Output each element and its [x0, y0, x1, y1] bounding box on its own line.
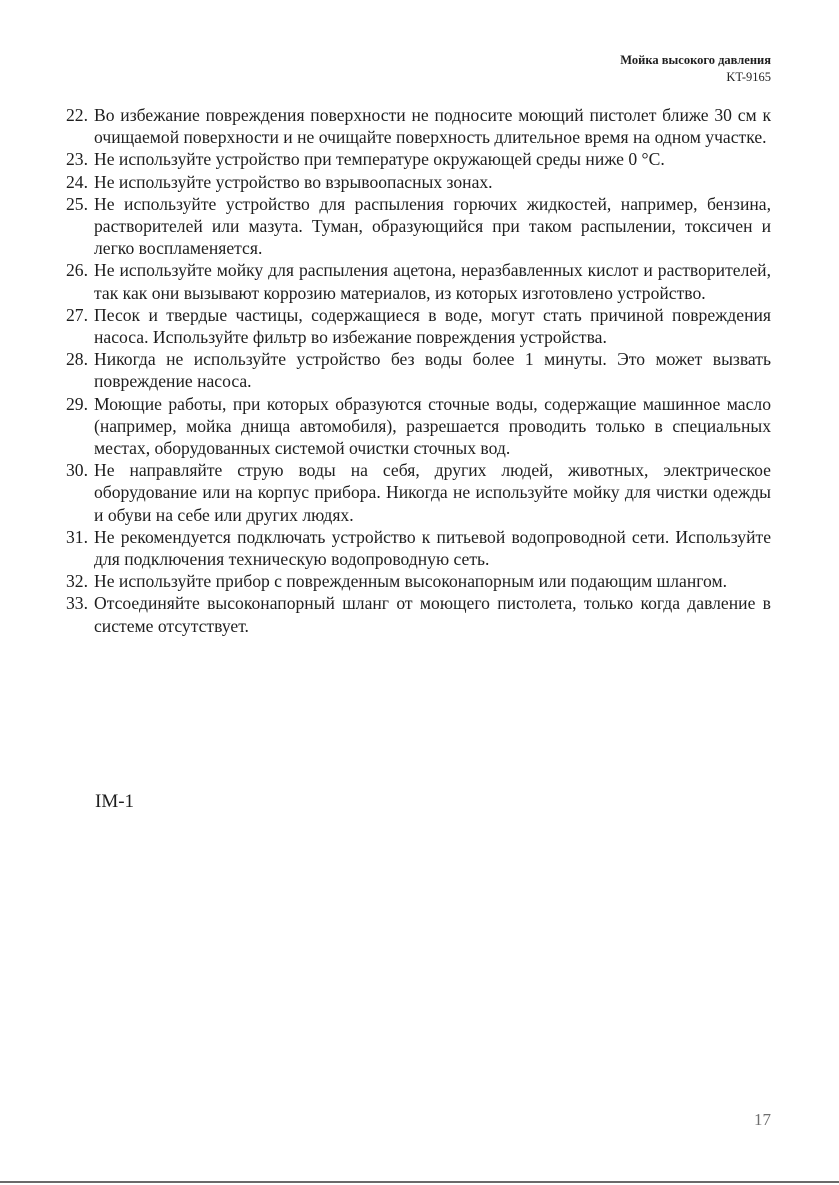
item-text: Песок и твердые частицы, содержащиеся в воде, могут стать причиной повреждения насоса. Используйте фильтр во избежание повреждения устройства. [94, 304, 771, 348]
list-item [66, 171, 771, 193]
item-text: Отсоединяйте высоконапорный шланг от моющего пистолета, только когда давление в системе отсутствует. [94, 593, 771, 636]
document-title: Мойка высокого давления [620, 53, 771, 67]
item-text: Не используйте мойку для распыления ацетона, неразбавленных кислот и растворителей, так как они вызывают коррозию материалов, из которых изготовлено устройство. [94, 260, 771, 303]
item-number: 25. [66, 193, 88, 214]
model-number: KT-9165 [726, 70, 771, 84]
list-item [66, 259, 771, 303]
list-item [66, 148, 771, 170]
item-number: 23. [66, 149, 88, 170]
item-text: Во избежание повреждения поверхности не подносите моющий пистолет ближе 30 см к очищаемой поверхности и не очищайте поверхность длительное время на одном участке. [94, 105, 771, 148]
item-number: 24. [66, 171, 88, 192]
safety-instructions-list [66, 104, 771, 637]
item-number: 31. [66, 526, 88, 547]
item-number: 22. [66, 105, 88, 125]
item-number: 26. [66, 260, 88, 281]
item-number: 30. [66, 460, 88, 481]
list-item [66, 393, 771, 460]
bottom-divider [0, 1181, 839, 1183]
page-number: 17 [754, 1110, 771, 1129]
item-text: Не используйте прибор с поврежденным высоконапорным или подающим шлангом. [94, 571, 728, 592]
item-text: Не используйте устройство при температуре окружающей среды ниже 0 °С. [94, 149, 665, 170]
item-text: Не используйте устройство во взрывоопасных зонах. [94, 171, 493, 192]
item-number: 27. [66, 304, 88, 325]
item-text: Не направляйте струю воды на себя, других людей, животных, электрическое оборудование или на корпус прибора. Никогда не используйте мойку для чистки одежды и обуви на себе или других людях. [94, 460, 771, 525]
item-text: Не рекомендуется подключать устройство к питьевой водопроводной сети. Используйте для подключения техническую водопроводную сеть. [94, 526, 771, 570]
item-number: 29. [66, 393, 88, 414]
item-text: Моющие работы, при которых образуются сточные воды, содержащие машинное масло (например, мойка днища автомобиля), разрешается проводить только в специальных местах, оборудованных системой очистки сточных вод. [94, 393, 771, 459]
list-item [66, 104, 771, 148]
list-item [66, 304, 771, 348]
list-item [66, 570, 771, 592]
item-text: Никогда не используйте устройство без воды более 1 минуты. Это может вызвать повреждение насоса. [94, 349, 771, 392]
list-item [66, 459, 771, 526]
item-text: Не используйте устройство для распыления горючих жидкостей, например, бензина, растворителей или мазута. Туман, образующийся при таком распылении, токсичен и легко воспламеняется. [94, 193, 771, 259]
item-number: 33. [66, 593, 88, 614]
item-number: 28. [66, 349, 88, 370]
list-item [66, 193, 771, 260]
list-item [66, 348, 771, 392]
item-number: 32. [66, 571, 88, 592]
list-item [66, 526, 771, 570]
document-code: IM-1 [95, 791, 135, 812]
page-header [620, 52, 771, 86]
list-item [66, 592, 771, 636]
